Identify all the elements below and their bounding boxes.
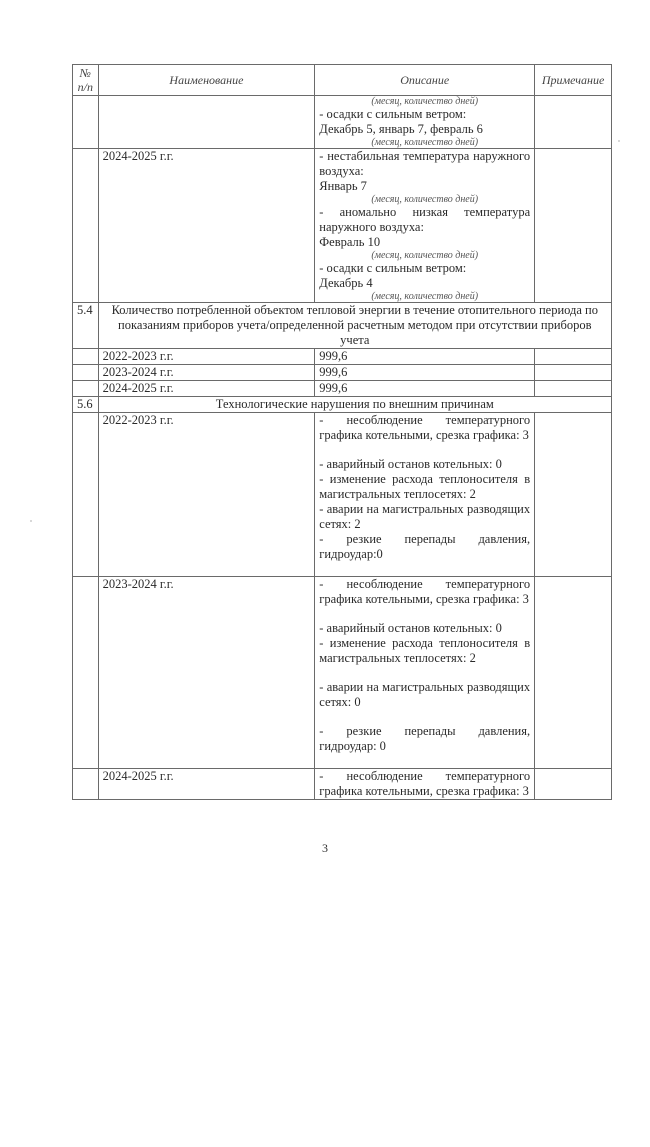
cell-period [98,96,315,149]
header-note: Примечание [535,65,612,96]
blank-line [319,754,530,768]
header-num: № п/п [73,65,99,96]
cell-note [535,349,612,365]
cell-description [315,413,535,577]
description-line: Февраль 10 [319,235,381,249]
table-row [73,577,612,769]
description-line: Декабрь 4 [319,276,373,290]
cell-period: 2024-2025 г.г. [98,769,315,800]
table-header-row [73,65,612,96]
scan-speck [30,520,32,522]
header-desc: Описание [315,65,535,96]
cell-description [315,577,535,769]
unit-note: (месяц, количество дней) [371,291,479,302]
description-line: - осадки с сильным ветром: [319,107,467,121]
description-line: Декабрь 5, январь 7, февраль 6 [319,122,483,136]
cell-description [315,96,535,149]
cell-period: 2022-2023 г.г. [98,349,315,365]
description-line: - изменение расхода теплоносителя в магистральных теплосетях: 2 [319,636,531,665]
description-line: - аномально низкая температура наружного воздуха: [319,205,531,234]
cell-note [535,413,612,577]
cell-num [73,413,99,577]
cell-num [73,149,99,303]
table-row [73,149,612,303]
blank-line [319,562,530,576]
table-row [73,381,612,397]
table-row [73,349,612,365]
table-body [73,96,612,800]
section-row-5-4 [73,303,612,349]
cell-note [535,96,612,149]
unit-note: (месяц, количество дней) [371,250,479,261]
cell-note [535,769,612,800]
cell-period: 2023-2024 г.г. [98,577,315,769]
scan-speck [618,140,620,142]
cell-num [73,96,99,149]
cell-num [73,349,99,365]
description-line: - несоблюдение температурного графика котельными, срезка графика: 3 [319,413,531,442]
cell-description [315,769,535,800]
description-line: - изменение расхода теплоносителя в магистральных теплосетях: 2 [319,472,531,501]
table-row [73,413,612,577]
cell-period: 2023-2024 г.г. [98,365,315,381]
cell-num [73,769,99,800]
description-line: - несоблюдение температурного графика котельными, срезка графика: 3 [319,769,531,798]
unit-note: (месяц, количество дней) [371,96,479,107]
cell-description: 999,6 [315,365,535,381]
header-name: Наименование [98,65,315,96]
cell-note [535,149,612,303]
blank-line [319,710,530,724]
section-title: Технологические нарушения по внешним причинам [98,397,611,413]
table-row [73,365,612,381]
section-title: Количество потребленной объектом тепловой энергии в течение отопительного периода по показаниям приборов учета/определенной расчетным методом при отсутствии приборов учета [98,303,611,349]
blank-line [319,443,530,457]
description-line: - несоблюдение температурного графика котельными, срезка графика: 3 [319,577,531,606]
description-line: - аварии на магистральных разводящих сетях: 0 [319,680,531,709]
unit-note: (месяц, количество дней) [371,194,479,205]
cell-note [535,365,612,381]
section-number: 5.6 [73,397,99,413]
description-line: - резкие перепады давления, гидроудар:0 [319,532,531,561]
cell-description: 999,6 [315,381,535,397]
report-table [72,64,612,800]
description-line: Январь 7 [319,179,367,193]
cell-description: 999,6 [315,349,535,365]
description-line: - нестабильная температура наружного воздуха: [319,149,531,178]
cell-num [73,577,99,769]
cell-num [73,381,99,397]
section-number: 5.4 [73,303,99,349]
table-row [73,96,612,149]
cell-note [535,381,612,397]
section-row-5-6 [73,397,612,413]
cell-period: 2024-2025 г.г. [98,381,315,397]
description-line: - аварийный останов котельных: 0 [319,457,502,471]
blank-line [319,607,530,621]
cell-num [73,365,99,381]
table-row [73,769,612,800]
cell-period: 2022-2023 г.г. [98,413,315,577]
cell-period: 2024-2025 г.г. [98,149,315,303]
cell-note [535,577,612,769]
description-line: - осадки с сильным ветром: [319,261,467,275]
page-number: 3 [322,841,328,855]
unit-note: (месяц, количество дней) [371,137,479,148]
blank-line [319,666,530,680]
cell-description [315,149,535,303]
description-line: - аварийный останов котельных: 0 [319,621,502,635]
description-line: - резкие перепады давления, гидроудар: 0 [319,724,531,753]
description-line: - аварии на магистральных разводящих сетях: 2 [319,502,531,531]
